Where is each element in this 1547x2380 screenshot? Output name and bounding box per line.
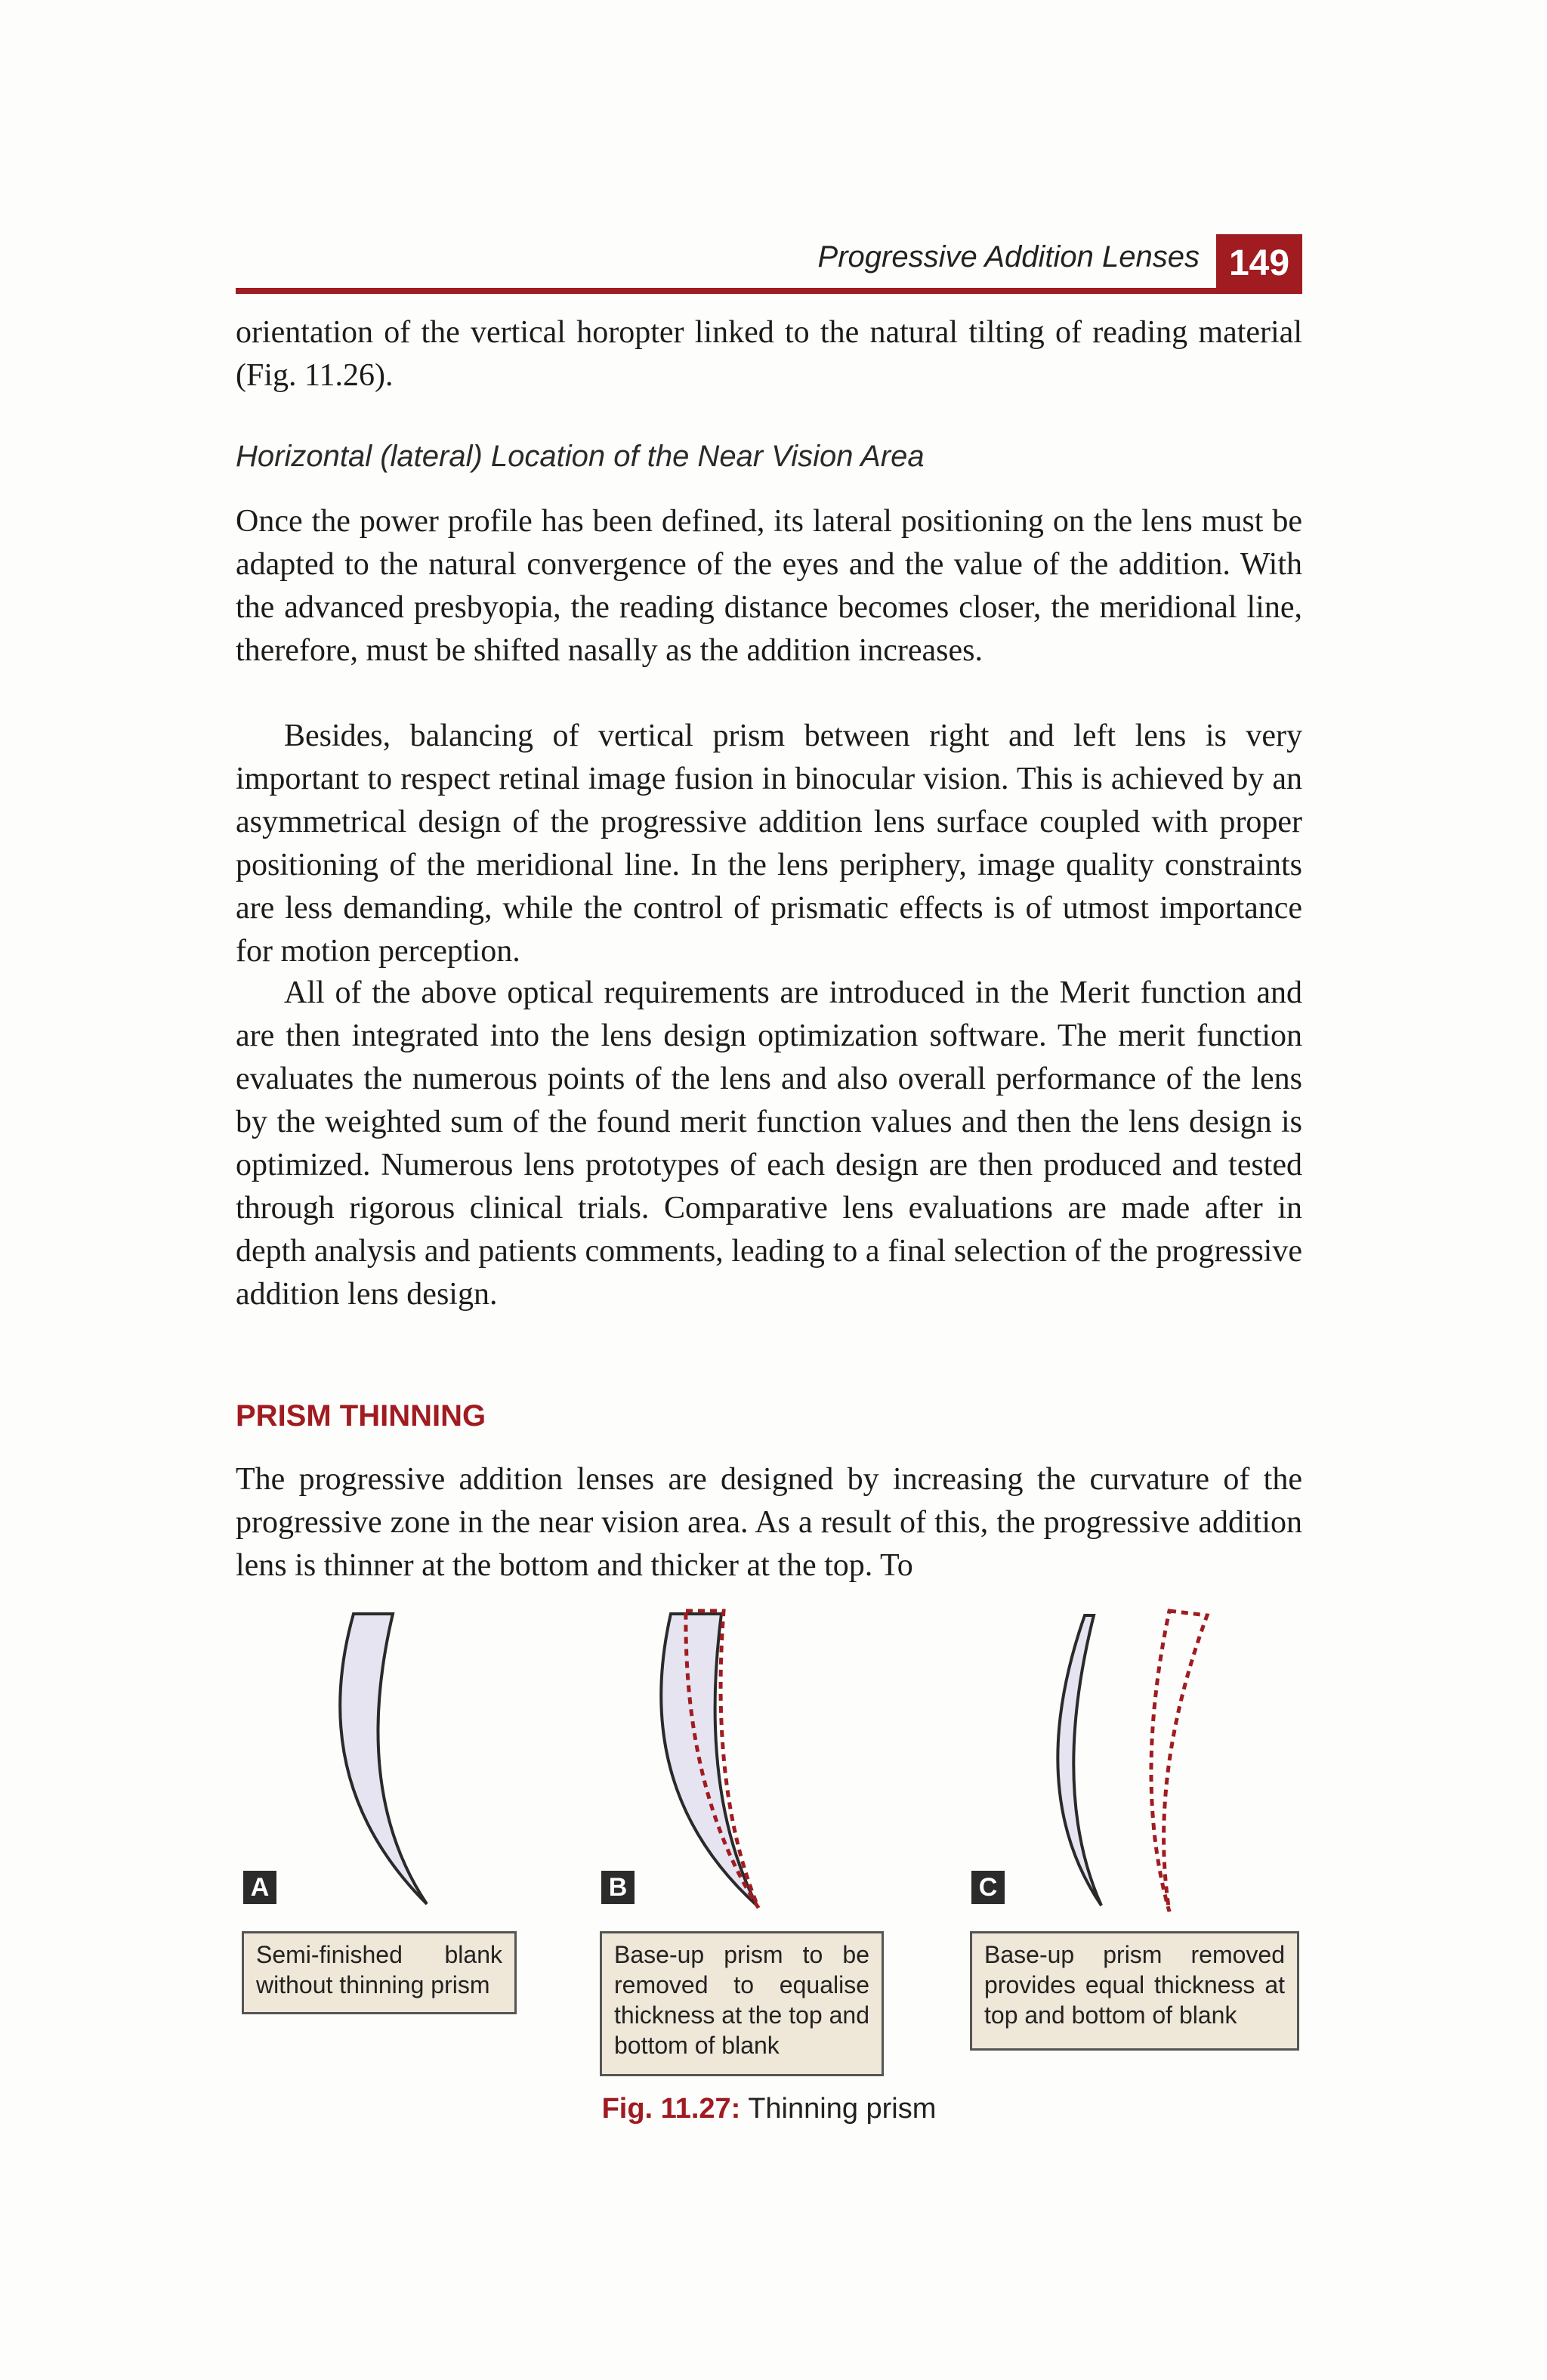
paragraph-merit-function: All of the above optical requirements are introduced in the Merit function and are then integrated into the lens design optimization software. The merit function evaluates the numerous points of the lens and also overall performance of the lens by the weighted sum of the found merit function values and then the lens design is optimized. Numerous lens prototypes of each design are then produced and tested through rigorous clinical trials. Comparative lens evaluations are made after in depth analysis and patients comments, leading to a final selection of the progressive addition lens design.	[236, 975, 1302, 1312]
paragraph-vertical-prism: Besides, balancing of vertical prism between right and left lens is very important to respect retinal image fusion in binocular vision. This is achieved by an asymmetrical design of the progressive addition lens surface coupled with proper positioning of the meridional line. In the lens periphery, image quality constraints are less demanding, while the control of prismatic effects is of utmost importance for motion perception.	[236, 719, 1302, 969]
figure-label: Fig. 11.27:	[601, 2093, 741, 2125]
subheading-near-vision-area: Horizontal (lateral) Location of the Near Vision Area	[236, 440, 925, 473]
paragraph-lateral-positioning: Once the power profile has been defined, its lateral positioning on the lens must be adapted to the natural convergence of the eyes and the value of the addition. With the advanced presbyopia, the reading distance becomes closer, the meridional line, therefore, must be shifted nasally as the addition increases.	[236, 504, 1302, 668]
panel-letter-c: C	[971, 1871, 1005, 1904]
caption-box-b: Base-up prism to be removed to equalise thickness at the top and bottom of blank	[600, 1931, 884, 2076]
running-title: Progressive Addition Lenses	[817, 240, 1200, 274]
lens-blank-c	[1058, 1615, 1101, 1906]
paragraph-prism-thinning: The progressive addition lenses are designed by increasing the curvature of the progressive zone in the near vision area. As a result of this, the progressive addition lens is thinner at the bottom and thicker at the top. To	[236, 1462, 1302, 1583]
caption-box-c: Base-up prism removed provides equal thickness at top and bottom of blank	[970, 1931, 1299, 2051]
prism-outline-c	[1151, 1611, 1207, 1912]
paragraph-continued: orientation of the vertical horopter linked to the natural tilting of reading material (Fig. 11.26).	[236, 315, 1302, 393]
figure-caption-text: Thinning prism	[740, 2093, 937, 2125]
panel-letter-a: A	[243, 1871, 276, 1904]
panel-letter-b: B	[601, 1871, 635, 1904]
lens-blank-a	[340, 1614, 427, 1904]
figure-caption	[236, 2093, 1302, 2125]
section-heading-prism-thinning: PRISM THINNING	[236, 1399, 486, 1433]
page-number: 149	[1216, 234, 1302, 293]
caption-box-a: Semi-finished blank without thinning prism	[242, 1931, 517, 2014]
